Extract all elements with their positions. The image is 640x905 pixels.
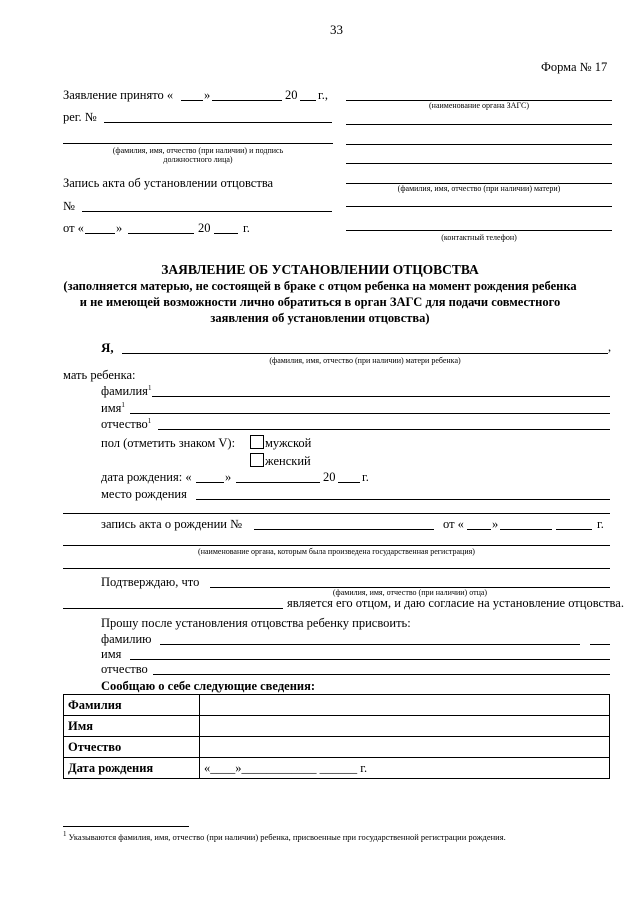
birth-from: от «	[443, 517, 464, 531]
table-row	[64, 716, 610, 737]
patronymic-label: отчество$^1$	[101, 416, 152, 431]
row-label: Отчество	[64, 737, 200, 758]
row-value-dob[interactable]: «____»____________ ______ г.	[200, 758, 610, 779]
surname-label: фамилия$^1$	[101, 383, 152, 398]
official-caption-1: (фамилия, имя, отчество (при наличии) и подпись	[112, 146, 284, 155]
act-record-label: Запись акта об установлении отцовства	[63, 176, 274, 190]
form-title: ЗАЯВЛЕНИЕ ОБ УСТАНОВЛЕНИИ ОТЦОВСТВА	[161, 262, 479, 277]
mother-caption: (фамилия, имя, отчество (при наличии) матери)	[397, 184, 561, 193]
is-father-text: является его отцом, и даю согласие на установление отцовства.	[287, 596, 624, 610]
act-from: от «	[63, 221, 84, 235]
dob-q: »	[225, 470, 232, 484]
table-row	[64, 758, 610, 779]
req-name-label: имя	[101, 647, 122, 661]
personal-info-table	[63, 694, 610, 779]
act-g: г.	[243, 221, 250, 235]
ya-comma: ,	[608, 340, 612, 354]
accepted-year: 20	[285, 88, 298, 102]
act-year: 20	[198, 221, 211, 235]
official-caption-2: должностного лица)	[163, 155, 233, 164]
dob-g: г.	[362, 470, 369, 484]
row-value-name[interactable]	[200, 716, 610, 737]
request-text: Прошу после установления отцовства ребенку присвоить:	[101, 616, 411, 630]
dob-year: 20	[323, 470, 336, 484]
form-subtitle-1: (заполняется матерью, не состоящей в браке с отцом ребенка на момент рождения ребенка	[63, 279, 577, 293]
accepted-prefix: Заявление принято «	[63, 88, 174, 102]
mother-fio-caption: (фамилия, имя, отчество (при наличии) матери ребенка)	[269, 356, 461, 365]
accepted-q: »	[204, 88, 211, 102]
sex-label: пол (отметить знаком V):	[101, 436, 236, 450]
accepted-g: г.,	[318, 88, 328, 102]
form-subtitle-2: и не имеющей возможности лично обратиться в орган ЗАГС для подачи совместного	[79, 295, 561, 309]
ya-label: Я,	[101, 340, 114, 355]
birth-g: г.	[597, 517, 604, 531]
footnote: $^1$ Указываются фамилия, имя, отчество (при наличии) ребенка, присвоенные при государственной регистрации рождения.	[63, 830, 506, 842]
mother-of-child-label: мать ребенка:	[63, 368, 136, 382]
female-label: женский	[265, 454, 311, 468]
organ-caption: (наименование органа, которым была произведена государственная регистрация)	[198, 547, 475, 556]
row-value-patronymic[interactable]	[200, 737, 610, 758]
male-checkbox[interactable]	[250, 435, 264, 449]
row-value-surname[interactable]	[200, 695, 610, 716]
pob-label: место рождения	[101, 487, 187, 501]
male-label: мужской	[265, 436, 312, 450]
form-number: Форма № 17	[541, 60, 608, 74]
name-label: имя$^1$	[101, 400, 125, 415]
table-row	[64, 737, 610, 758]
row-label: Имя	[64, 716, 200, 737]
birth-q: »	[492, 517, 499, 531]
row-label: Дата рождения	[64, 758, 200, 779]
father-caption: (фамилия, имя, отчество (при наличии) отца)	[332, 588, 488, 597]
form-subtitle-3: заявления об установлении отцовства)	[210, 311, 430, 325]
phone-caption: (контактный телефон)	[441, 233, 517, 242]
confirm-label: Подтверждаю, что	[101, 575, 200, 589]
table-row	[64, 695, 610, 716]
reg-no-label: рег. №	[63, 110, 97, 124]
female-checkbox[interactable]	[250, 453, 264, 467]
zags-caption: (наименование органа ЗАГС)	[429, 101, 529, 110]
dob-label: дата рождения: «	[101, 470, 192, 484]
act-no-label: №	[63, 199, 75, 213]
req-surname-label: фамилию	[101, 632, 152, 646]
req-patronymic-label: отчество	[101, 662, 148, 676]
page-number: 33	[330, 22, 343, 37]
info-header: Сообщаю о себе следующие сведения:	[101, 679, 316, 693]
row-label: Фамилия	[64, 695, 200, 716]
act-q: »	[116, 221, 123, 235]
birth-record-label: запись акта о рождении №	[101, 517, 243, 531]
